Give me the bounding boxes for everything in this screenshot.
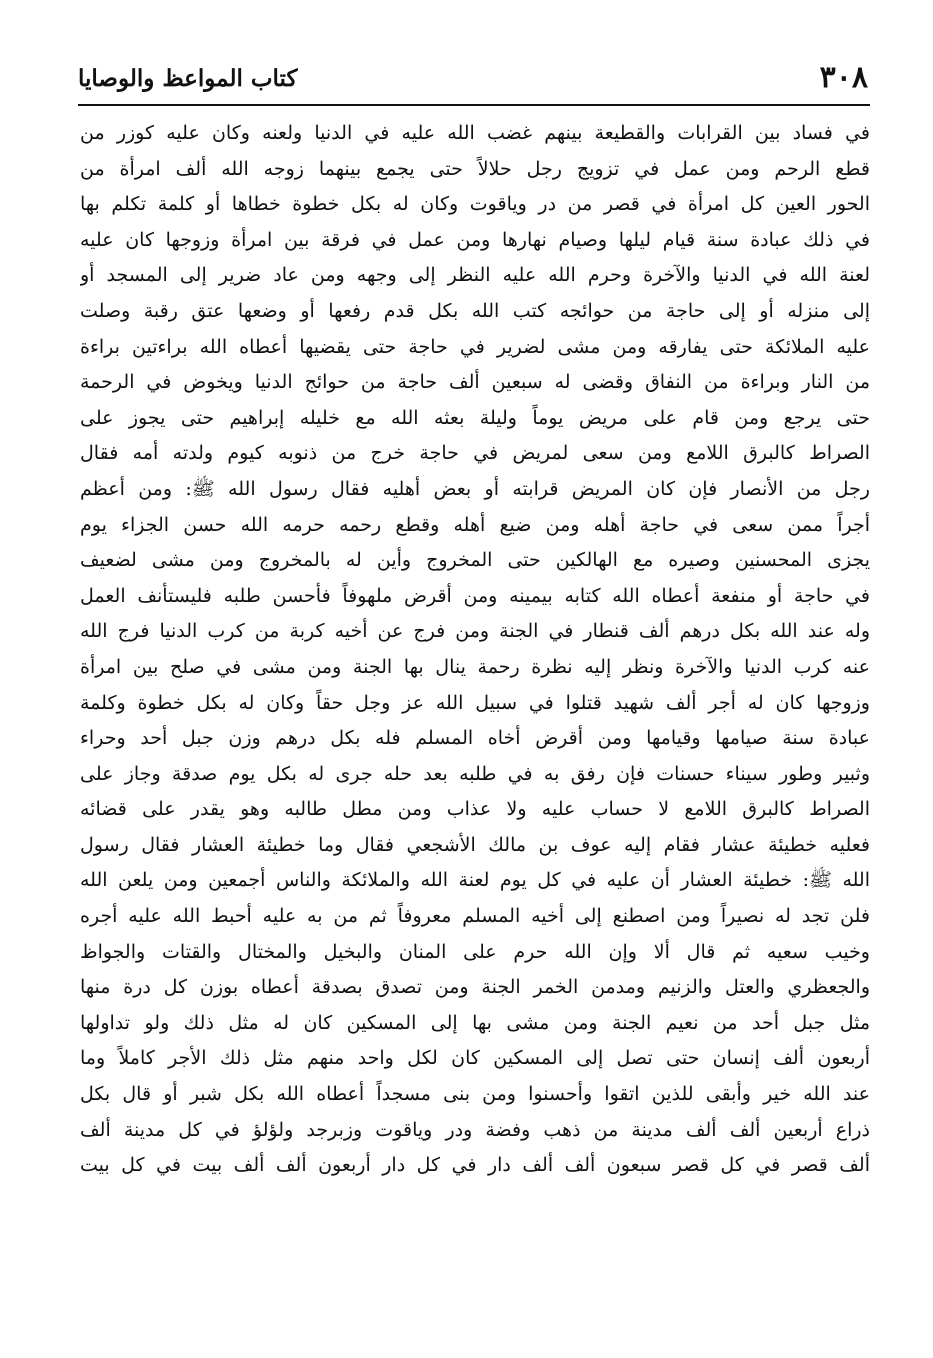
text-line: الصراط كالبرق اللامع ومن سعى لمريض في حاجة خرج من ذنوبه كيوم ولدته أمه فقال: [80, 442, 870, 465]
text-line: ألف قصر في كل قصر سبعون ألف ألف دار في كل دار أربعون ألف ألف بيت في كل بيت: [80, 1154, 870, 1177]
book-title: كتاب المواعظ والوصايا: [78, 65, 298, 92]
text-line: من النار وبراءة من النفاق وقضى له سبعين ألف حاجة من حوائج الدنيا ويخوض في الرحمة: [80, 371, 870, 394]
text-line: وزوجها كان له أجر ألف شهيد قتلوا في سبيل الله عز وجل حقاً وكان له بكل خطوة وكلمة: [80, 691, 870, 714]
text-line: لعنة الله في الدنيا والآخرة وحرم الله عليه النظر إلى وجهه ومن عاد ضرير إلى المسجد أو: [80, 264, 870, 287]
text-line: والجعظري والعتل والزنيم ومدمن الخمر الجنة ومن تصدق بصدقة أعطاه بوزن كل درة منها: [80, 976, 870, 999]
text-line: ذراع أربعين ألف ألف مدينة من ذهب وفضة ودر وياقوت وزبرجد ولؤلؤ في كل مدينة ألف: [80, 1118, 870, 1141]
page-header: [78, 58, 868, 102]
text-line: وله عند الله بكل درهم ألف قنطار في الجنة ومن فرج عن أخيه كربة من كرب الدنيا فرج الله: [80, 620, 870, 643]
text-line: الصراط كالبرق اللامع لا حساب عليه ولا عذاب ومن مطل طالبه وهو يقدر على قضائه: [80, 798, 870, 821]
text-line: عنه كرب الدنيا والآخرة ونظر إليه نظرة رحمة ينال بها الجنة ومن مشى في صلح بين امرأة: [80, 655, 870, 678]
text-line: عبادة سنة صيامها وقيامها ومن أقرض أخاه المسلم فله بكل درهم وزن جبل أحد وحراء: [80, 727, 870, 750]
text-line: رجل من الأنصار فإن كان المريض قرابته أو بعض أهليه فقال رسول الله ﷺ: ومن أعظم: [80, 477, 870, 500]
text-line: أربعون ألف إنسان حتى تصل إلى المسكين كان لكل واحد منهم مثل ذلك الأجر كاملاً وما: [80, 1047, 870, 1070]
text-line: يجزى المحسنين وصيره مع الهالكين حتى المخروج وأين له بالمخروج ومن مشى لضعيف: [80, 549, 870, 572]
text-line: في ذلك عبادة سنة قيام ليلها وصيام نهارها ومن عمل في فرقة بين امرأة وزوجها كان عليه: [80, 228, 870, 251]
text-line: قطع الرحم ومن عمل في تزويج رجل حلالاً حتى يجمع بينهما زوجه الله ألف امرأة من: [80, 157, 870, 180]
body-text: [80, 116, 870, 1184]
text-line: عليه الملائكة حتى يفارقه ومن مشى لضرير في حاجة حتى يقضيها أعطاه الله براءتين براءة: [80, 335, 870, 358]
text-line: إلى منزله أو إلى حاجة من حوائجه كتب الله بكل قدم رفعها أو وضعها عتق رقبة وصلت: [80, 299, 870, 322]
text-line: أجراً ممن سعى في حاجة أهله ومن ضيع أهله وقطع رحمه حرمه الله حسن الجزاء يوم: [80, 513, 870, 536]
text-line: وثبير وطور سيناء حسنات فإن رفق به في طلبه بعد حله جرى له بكل يوم صدقة وجاز على: [80, 762, 870, 785]
page-number: ٣٠٨: [819, 60, 868, 95]
text-line: وخيب سعيه ثم قال ألا وإن الله حرم على المنان والبخيل والمختال والقتات والجواظ: [80, 940, 870, 963]
text-line: فلن تجد له نصيراً ومن اصطنع إلى أخيه المسلم معروفاً ثم من به عليه أحبط الله عليه أجره: [80, 905, 870, 928]
text-line: فعليه خطيئة عشار فقام إليه عوف بن مالك الأشجعي فقال وما خطيئة العشار فقال رسول: [80, 833, 870, 856]
text-line: في فساد بين القرابات والقطيعة بينهم غضب الله عليه في الدنيا ولعنه وكان عليه كوزر من: [80, 122, 870, 144]
header-divider: [78, 104, 870, 106]
text-line: حتى يرجع ومن قام على مريض يوماً وليلة بعثه الله مع خليله إبراهيم حتى يجوز على: [80, 406, 870, 429]
text-line: عند الله خير وأبقى للذين اتقوا وأحسنوا ومن بنى مسجداً أعطاه الله بكل شبر أو قال بكل: [80, 1083, 870, 1106]
text-line: الحور العين كل امرأة في قصر من در وياقوت وكان له بكل خطوة خطاها أو كلمة تكلم بها: [80, 193, 870, 216]
text-line: في حاجة أو منفعة أعطاه الله كتابه بيمينه ومن أقرض ملهوفاً فأحسن طلبه فليستأنف العمل: [80, 584, 870, 607]
text-line: مثل جبل أحد من نعيم الجنة ومن مشى بها إلى المسكين كان له مثل ذلك ولو تداولها: [80, 1011, 870, 1034]
text-line: الله ﷺ: خطيئة العشار أن عليه في كل يوم لعنة الله والملائكة والناس أجمعين ومن يلعن الله: [80, 869, 870, 892]
